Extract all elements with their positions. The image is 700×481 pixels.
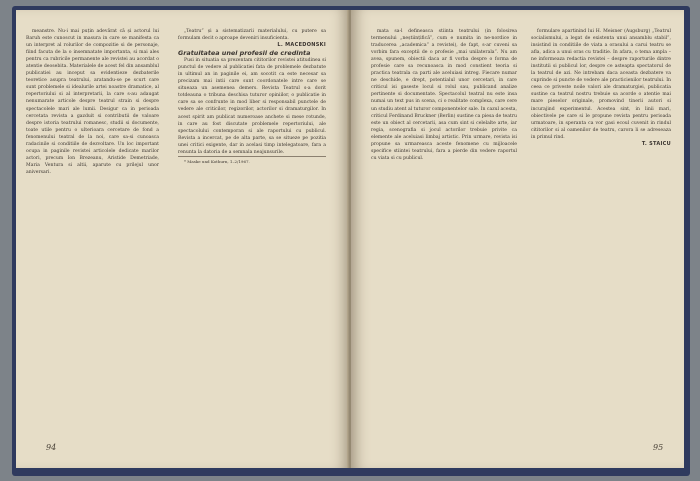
page-number-right: 95 bbox=[653, 443, 664, 452]
article-heading: Gratuitatea unei profesii de credinta bbox=[178, 49, 311, 58]
page-number-left: 94 bbox=[46, 443, 57, 452]
article-signature-2: T. STAICU bbox=[641, 140, 671, 147]
left-col1-text: meanstre. Nu-i mai puțin adevărat că și actorul lui Baruh este cunoscut in masura in care se manifesta ca un interpret al rolurilor de compozitie si de personaje, fiind facuta de la o insemnatate importanta, si mai ales pentru ca rubricile permanente ale revistei au acordat o atentie deosebita. Materialele de acest fel din ansamblul publicatiei au inceput sa evidentieze dezbaterile teoretice asupra teatrului, aratandu-se pe scurt care sunt problemele si idealurile artei noastre dramatice, al repertoriului si al interpretarii, la care s-au adaugat nenumarate articole despre teatrul strain si despre spectacolele mari ale lumii. Desigur ca in perioada cercetata revista a gazduit si contributii de valoare despre istoria teatrului romanesc, studii si documente, toate utile pentru o ulterioara cercetare de fond a fenomenului teatral de la noi, care sa-si cunoasca radacinile si conditiile de dezvoltare. Un loc important ocupa in paginile revistei articolele dedicate marilor actori, precum Ion Brezeanu, Aristide Demetriade, Maria Ventura si altii, aparute cu prilejul unor aniversari. bbox=[26, 29, 159, 175]
left-page bbox=[16, 10, 349, 468]
left-col2-body: Pusi in situatia sa prezentam cititorilor revistei atitudinea si punctul de vedere al publicatiei fata de problemele dezbatute in ultimul an in paginile ei, am socotit ca este necesar sa precizam mai intii care sunt coordonatele intre care se situeaza un asemenea demers. Revista Teatrul s-a dorit totdeauna o tribuna deschisa tuturor opiniilor, o publicatie in care sa se confrunte in mod liber si responsabil punctele de vedere ale criticilor, regizorilor, actorilor si dramaturgilor. In acest spirit am publicat numeroase anchete si mese rotunde, in care au fost discutate problemele repertoriului, ale spectacolului contemporan si ale raportului cu publicul. Revista a incercat, pe de alta parte, sa se situeze pe pozitia unei critici exigente, dar in acelasi timp intelegatoare, fara a renunta la datoria de a semnala neajunsurile. bbox=[178, 58, 326, 155]
right-column-2 bbox=[531, 28, 671, 148]
left-column-1 bbox=[26, 28, 159, 176]
left-column-2 bbox=[178, 28, 326, 164]
article-signature-1: L. MACEDONSKI bbox=[277, 42, 326, 49]
left-col2-text: „Teatru” și a sistematizarii materialului, cu putere sa formulam decit o aproape deveniri insuficienta. bbox=[178, 29, 326, 42]
right-column-1 bbox=[371, 28, 517, 162]
right-page bbox=[351, 10, 684, 468]
footnote: * Maske und Kothurn, 1–2/1967. bbox=[178, 156, 326, 165]
right-col1-text: mata sa-l defineasca stiinta teatrului (in folosirea termenului „neștiințifică”, cum e numita in ne-nordice in traducerea „academica” a revistei), de fapt, s-ar cuveni sa vorbim fara exceptii de o profesie „mai unilaterala”. Nu am avea, spunem, obiectii daca ar fi vorba despre o forma de profesie care sa recunoasca in mod constient teoria si practica teatrala ca parti ale aceluiasi intreg. Fiecare numar ne deschide, e drept, potentialul unor cercetari, in care criticul isi gaseste locul si rolul sau, publicand analize pertinente si documentate. Spectacolul teatral nu este insa numai un text pus in scena, ci o realitate complexa, care cere un studiu atent al tuturor componentelor sale. In cazul acesta, criticul Ferdinand Bruckner (Berlin) sustine ca piesa de teatru este un obiect al cercetarii, asa cum sint si celelalte arte, iar regia, scenografia si jocul actorilor trebuie privite ca elemente ale aceluiasi limbaj artistic. Prin urmare, revista isi propune sa urmareasca aceste fenomene cu mijloacele specifice stiintei teatrului, fara a pierde din vedere raportul cu viata si cu publicul. bbox=[371, 29, 517, 161]
right-col2-text: formulare apartinind lui H. Meisner (Augsburg) „Teatrul socialismului, a legat de existenta unui ansamblu stabil”, insistind in conditiile de viata a orasului a carui teatru se afla, adica a unui oras cu traditie. In afara, o tema ampla – ne informeaza redactia revistei – despre raporturile dintre institutii si publicul lor, despre ce asteapta spectatorul de la teatrul de azi. Ne intrebam daca aceasta dezbatere va cuprinde si puncte de vedere ale practicienilor teatrului. In ceea ce priveste noile valori ale dramaturgiei, publicatia sustine ca teatrul nostru trebuie sa acorde o atentie mai mare pieselor originale, promovind tinerii autori si incurajind experimentul. Acestea sint, in linii mari, obiectivele pe care si le propune revista pentru perioada urmatoare, in speranta ca vor gasi ecoul cuvenit in rindul cititorilor si al oamenilor de teatru, carora li se adreseaza in primul rind. bbox=[531, 29, 671, 140]
